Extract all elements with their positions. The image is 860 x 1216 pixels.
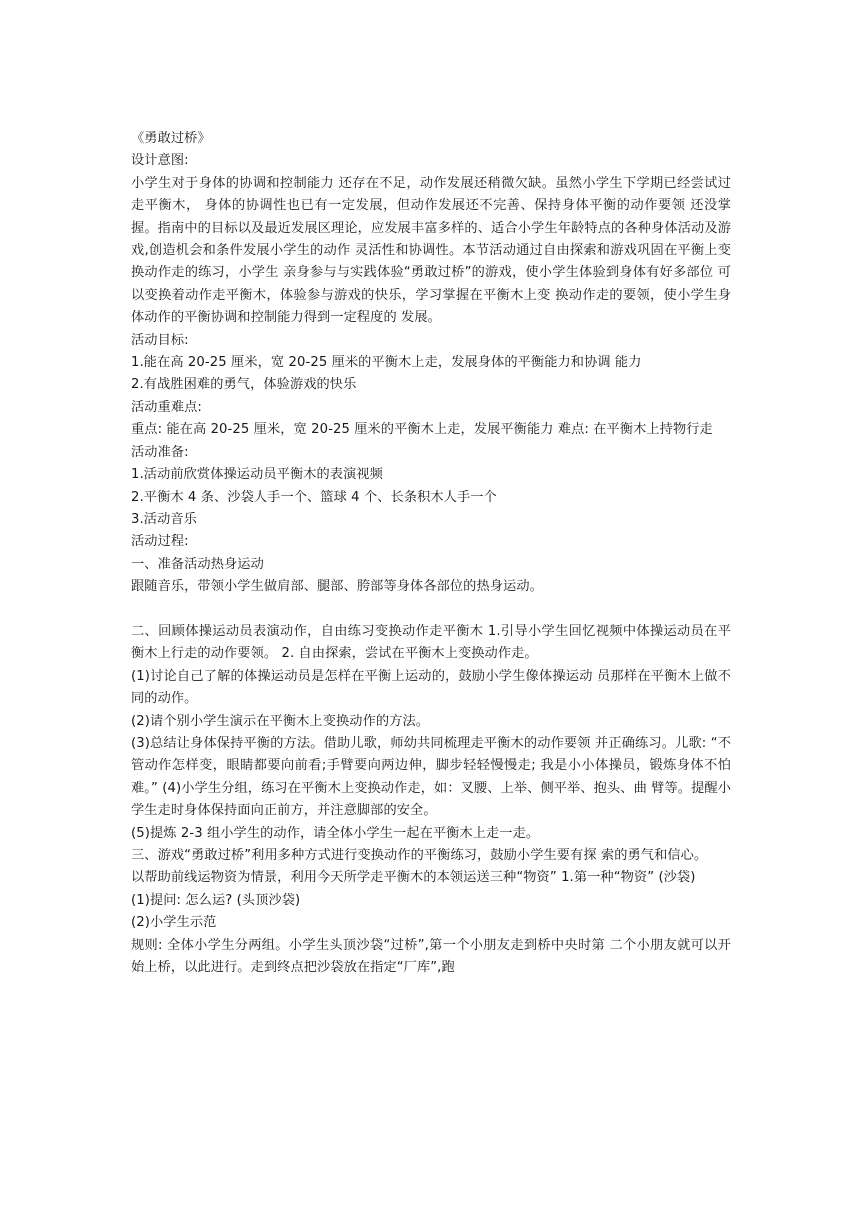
blank-line [131, 599, 731, 621]
process-step-2-sub-2: (2)请个别小学生演示在平衡木上变换动作的方法。 [131, 713, 430, 729]
goal-item-2: 2.有战胜困难的勇气，体验游戏的快乐 [131, 377, 357, 393]
process-step-1-heading: 一、准备活动热身运动 [131, 556, 264, 572]
paragraph-key-points: 重点: 能在高 20-25 厘米，宽 20-25 厘米的平衡木上走，发展平衡能力 难点: 在平衡木上持物行走 [131, 422, 713, 438]
document-title: 《勇敢过桥》 [131, 131, 211, 146]
process-step-3-question: (1)提问: 怎么运? (头顶沙袋) [131, 892, 301, 908]
process-step-3-rules: 规则: 全体小学生分两组。小学生头顶沙袋“过桥”,第一个小朋友走到桥中央时第 二个小朋友就可以开始上桥，以此进行。走到终点把沙袋放在指定“厂库”,跑 [131, 937, 731, 976]
preparation-item-2: 2.平衡木 4 条、沙袋人手一个、篮球 4 个、长条积木人手一个 [131, 489, 497, 505]
document-body [131, 128, 731, 979]
goal-item-1: 1.能在高 20-25 厘米，宽 20-25 厘米的平衡木上走，发展身体的平衡能力和协调 能力 [131, 355, 642, 371]
preparation-item-3: 3.活动音乐 [131, 511, 197, 527]
section-heading-design-intent: 设计意图: [131, 153, 189, 169]
process-step-3-demo: (2)小学生示范 [131, 915, 217, 931]
section-heading-key-points: 活动重难点: [131, 399, 202, 415]
section-heading-process: 活动过程: [131, 534, 189, 550]
section-heading-preparation: 活动准备: [131, 444, 189, 460]
process-step-2-sub-3: (3)总结让身体保持平衡的方法。借助儿歌，师幼共同梳理走平衡木的动作要领 并正确练习。儿歌: “不管动作怎样变，眼睛都要向前看;手臂要向两边伸，脚步轻轻慢慢走; 我是小小体操员，锻炼身体不怕难。” (4)小学生分组，练习在平衡木上变换动作走，如：叉腰、上举、侧平举、抱头、曲 臂等。提醒小学生走时身体保持面向正前方，并注意脚部的安全。 [131, 735, 731, 819]
process-step-1-text: 跟随音乐，带领小学生做肩部、腿部、胯部等身体各部位的热身运动。 [131, 579, 543, 595]
preparation-item-1: 1.活动前欣赏体操运动员平衡木的表演视频 [131, 467, 383, 483]
process-step-3-scenario: 以帮助前线运物资为情景，利用今天所学走平衡木的本领运送三种“物资” 1.第一种“物资” (沙袋) [131, 870, 696, 886]
process-step-3-heading: 三、游戏“勇敢过桥”利用多种方式进行变换动作的平衡练习，鼓励小学生要有探 索的勇气和信心。 [131, 847, 708, 863]
paragraph-design-intent: 小学生对于身体的协调和控制能力 还存在不足，动作发展还稍微欠缺。虽然小学生下学期已经尝试过走平衡木， 身体的协调性也已有一定发展，但动作发展还不完善、保持身体平衡的动作要领 还没掌握。指南中的目标以及最近发展区理论，应发展丰富多样的、适合小学生年龄特点的各种身体活动及游戏,创造机会和条件发展小学生的动作 灵活性和协调性。本节活动通过自由探索和游戏巩固在平衡上变换动作走的练习，小学生 亲身参与与实践体验“勇敢过桥”的游戏，使小学生体验到身体有好多部位 可以变换着动作走平衡木，体验参与游戏的快乐，学习掌握在平衡木上变 换动作走的要领，使小学生身体动作的平衡协调和控制能力得到一定程度的 发展。 [131, 175, 731, 326]
section-heading-goals: 活动目标: [131, 332, 189, 348]
process-step-2-text: 二、回顾体操运动员表演动作，自由练习变换动作走平衡木 1.引导小学生回忆视频中体操运动员在平衡木上行走的动作要领。 2. 自由探索，尝试在平衡木上变换动作走。 [131, 623, 731, 662]
process-step-2-sub-5: (5)提炼 2-3 组小学生的动作，请全体小学生一起在平衡木上走一走。 [131, 825, 540, 841]
process-step-2-sub-1: (1)讨论自己了解的体操运动员是怎样在平衡上运动的，鼓励小学生像体操运动 员那样在平衡木上做不同的动作。 [131, 668, 731, 707]
